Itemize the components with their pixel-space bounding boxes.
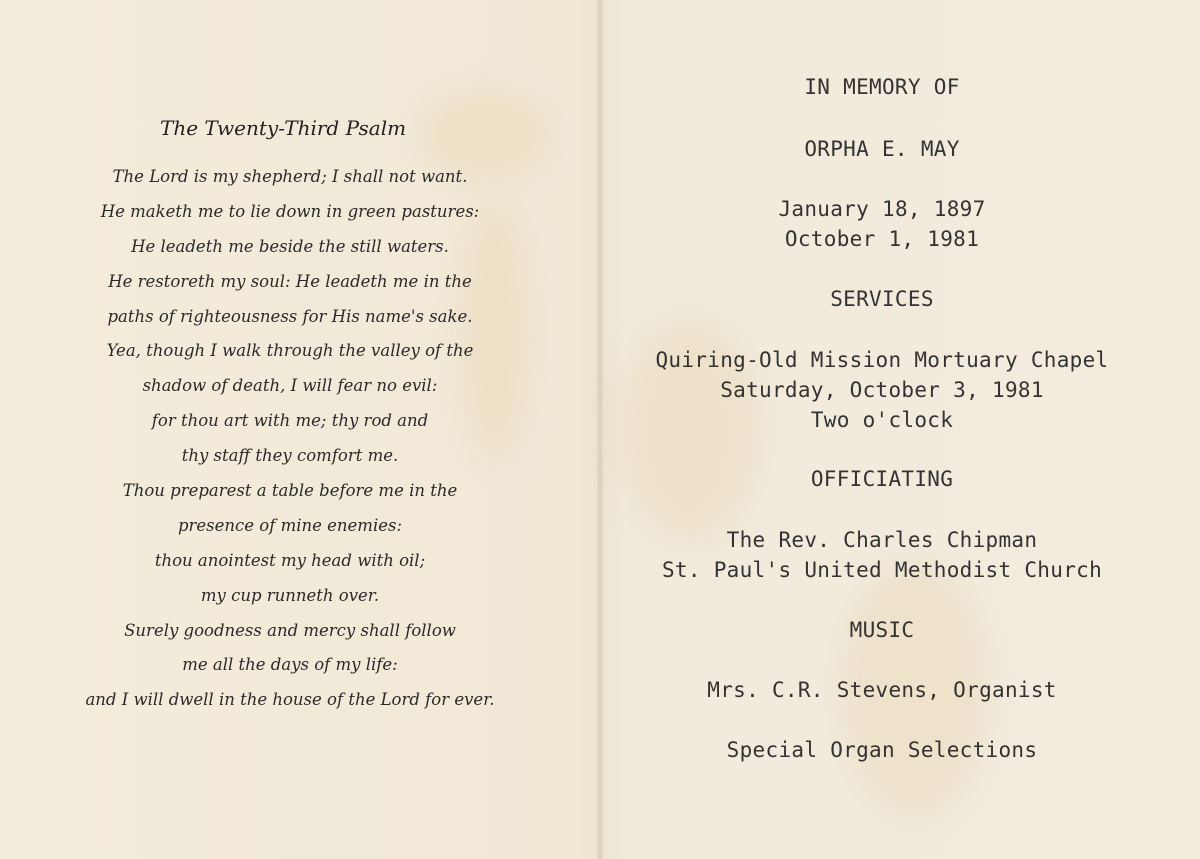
psalm-line: He restoreth my soul: He leadeth me in the <box>108 271 472 291</box>
psalm-line: Thou preparest a table before me in the <box>122 481 458 501</box>
music-selections: Special Organ Selections <box>726 738 1038 762</box>
birth-date: January 18, 1897 <box>778 197 986 221</box>
psalm-line: and I will dwell in the house of the Lord for ever. <box>85 690 495 710</box>
officiant-name: The Rev. Charles Chipman <box>726 528 1038 552</box>
psalm-title: The Twenty-Third Psalm <box>160 116 407 140</box>
psalm-text <box>40 160 540 718</box>
psalm-line: me all the days of my life: <box>182 655 398 675</box>
officiating-heading: OFFICIATING <box>810 467 954 491</box>
psalm-line: The Lord is my shepherd; I shall not want. <box>112 167 468 186</box>
services-date: Saturday, October 3, 1981 <box>720 378 1044 402</box>
services-place: Quiring-Old Mission Mortuary Chapel <box>655 348 1109 372</box>
death-date: October 1, 1981 <box>784 227 980 251</box>
services-time: Two o'clock <box>810 408 954 432</box>
psalm-line: He maketh me to lie down in green pastures: <box>100 201 480 221</box>
organist-name: Mrs. C.R. Stevens, Organist <box>707 678 1057 702</box>
church-name: St. Paul's United Methodist Church <box>661 558 1103 582</box>
psalm-line: thou anointest my head with oil; <box>154 550 426 570</box>
deceased-name: ORPHA E. MAY <box>804 137 960 161</box>
psalm-line: Surely goodness and mercy shall follow <box>124 620 456 640</box>
psalm-line: for thou art with me; thy rod and <box>151 411 429 431</box>
memory-heading: IN MEMORY OF <box>804 75 960 99</box>
memorial-panel <box>602 0 1200 859</box>
psalm-panel <box>0 0 598 859</box>
psalm-line: shadow of death, I will fear no evil: <box>142 376 438 396</box>
psalm-line: thy staff they comfort me. <box>181 446 399 466</box>
psalm-line: paths of righteousness for His name's sake. <box>107 306 473 326</box>
psalm-line: Yea, though I walk through the valley of the <box>106 341 474 361</box>
services-heading: SERVICES <box>830 287 934 311</box>
music-heading: MUSIC <box>849 618 915 642</box>
psalm-line: my cup runneth over. <box>200 585 380 605</box>
psalm-line: presence of mine enemies: <box>177 515 403 535</box>
psalm-line: He leadeth me beside the still waters. <box>131 236 449 256</box>
